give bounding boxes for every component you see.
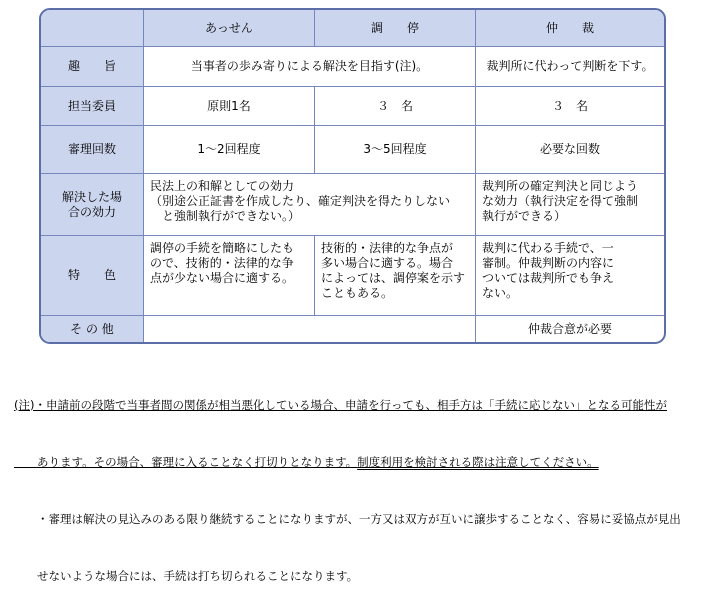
row-label-features: 特 色 (41, 236, 144, 316)
effect-mediation-conciliation: 民法上の和解としての効力 （別途公正証書を作成したり、確定判決を得たりしない と強制執行ができない。） (144, 174, 476, 236)
members-arbitration: ３ 名 (476, 87, 664, 126)
comparison-table (39, 8, 666, 344)
note-1c: 制度利用を検討される際は注意してください。 (357, 455, 599, 469)
purpose-mediation-conciliation: 当事者の歩み寄りによる解決を目指す(注)。 (144, 47, 476, 87)
hearings-arbitration: 必要な回数 (476, 126, 664, 174)
note-line-1 (14, 396, 694, 415)
hearings-mediation: 1～2回程度 (144, 126, 315, 174)
note-line-4 (14, 567, 694, 586)
row-label-other: そ の 他 (41, 316, 144, 342)
note-line-2 (14, 453, 694, 472)
members-conciliation: ３ 名 (315, 87, 476, 126)
other-arbitration: 仲裁合意が必要 (527, 321, 612, 336)
row-label-hearings: 審理回数 (41, 126, 144, 174)
features-arbitration: 裁判に代わる手続で、一 審制。仲裁判断の内容に ついては裁判所でも争え ない。 (476, 236, 664, 316)
note-2b: せないような場合には、手続は打ち切られることになります。 (14, 569, 359, 583)
header-arbitration: 仲 裁 (476, 10, 664, 47)
row-label-purpose: 趣 旨 (41, 47, 144, 87)
note-1b: あります。その場合、審理に入ることなく打切りとなります。 (14, 455, 358, 469)
header-corner (41, 10, 144, 47)
header-conciliation: 調 停 (315, 10, 476, 47)
note-1a: (注)・申請前の段階で当事者間の関係が相当悪化している場合、申請を行っても、相手方は「手続に応じない」となる可能性が (14, 398, 667, 412)
hearings-conciliation: 3～5回程度 (315, 126, 476, 174)
note-2a: ・審理は解決の見込みのある限り継続することになりますが、一方又は双方が互いに譲歩することなく、容易に妥協点が見出 (14, 512, 681, 526)
row-label-effect: 解決した場 合の効力 (41, 174, 144, 236)
effect-arbitration: 裁判所の確定判決と同じよう な効力（執行決定を得て強制 執行ができる） (476, 174, 664, 236)
footnotes (14, 358, 694, 605)
members-mediation: 原則1名 (144, 87, 315, 126)
features-mediation: 調停の手続を簡略にしたも ので、技術的・法律的な争 点が少ない場合に適する。 (144, 236, 315, 316)
features-conciliation: 技術的・法律的な争点が 多い場合に適する。場合 によっては、調停案を示す こともある。 (315, 236, 476, 316)
row-label-members: 担当委員 (41, 87, 144, 126)
purpose-arbitration: 裁判所に代わって判断を下す。 (476, 47, 664, 87)
note-line-3 (14, 510, 694, 529)
header-mediation: あっせん (144, 10, 315, 47)
other-mediation-conciliation (144, 316, 476, 342)
